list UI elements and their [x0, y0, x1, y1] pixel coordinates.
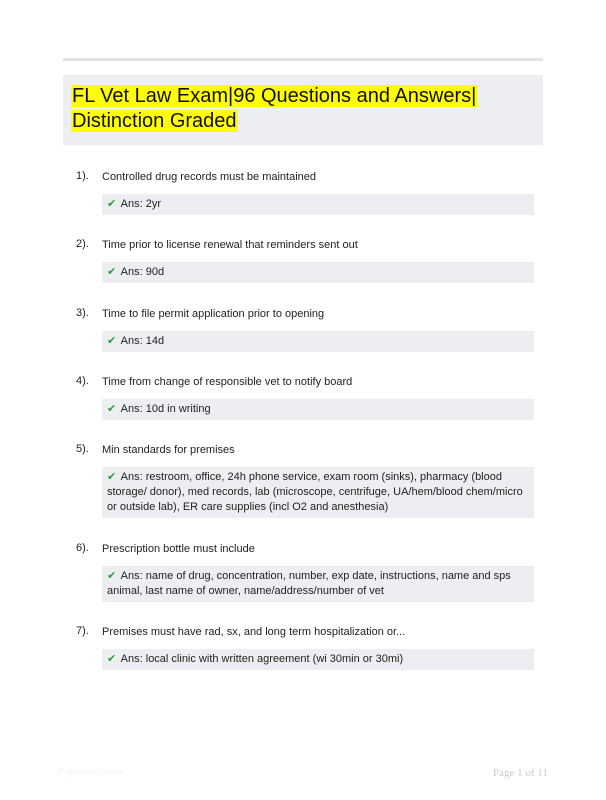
answer-box: [102, 331, 534, 352]
question-number: 6).: [76, 542, 89, 554]
question-number: 4).: [76, 375, 89, 387]
answer-prefix: Ans:: [120, 471, 143, 483]
answer-prefix: Ans:: [120, 570, 143, 582]
question-number: 2).: [76, 238, 89, 250]
question-number: 1).: [76, 170, 89, 182]
answer-text: 10d in writing: [145, 403, 211, 415]
answer-prefix: Ans:: [120, 335, 143, 347]
question-text: Controlled drug records must be maintained: [102, 171, 317, 183]
answer-text: restroom, office, 24h phone service, exam room (sinks), pharmacy (blood storage/ donor), med records, lab (microscope, centrifuge, UA/hem/blood chem/micro or outside lab), ER care supplies (incl O2 and anesthesia): [107, 471, 523, 513]
answer-text: 90d: [145, 266, 165, 278]
check-icon: ✔: [107, 471, 117, 483]
answer-text: local clinic with written agreement (wi 30min or 30mi): [145, 653, 404, 665]
answer-box: [102, 194, 534, 215]
answer-box: [102, 262, 534, 283]
check-icon: ✔: [107, 570, 117, 582]
answer-box: [102, 399, 534, 420]
answer-box: [102, 649, 534, 670]
question-text: Time prior to license renewal that reminders sent out: [102, 239, 358, 251]
page-number: Page 1 of 11: [493, 767, 548, 779]
question-number: 7).: [76, 625, 89, 637]
answer-prefix: Ans:: [120, 653, 143, 665]
question-text: Min standards for premises: [102, 444, 235, 456]
answer-text: 14d: [145, 335, 165, 347]
answer-text: name of drug, concentration, number, exp date, instructions, name and sps animal, last name of owner, name/address/number of vet: [107, 570, 511, 597]
answer-text: 2yr: [145, 198, 162, 210]
check-icon: ✔: [107, 653, 117, 665]
title-banner: [63, 75, 543, 145]
watermark-text: Paperlibic.com: [58, 767, 124, 778]
answer-prefix: Ans:: [120, 403, 143, 415]
question-text: Time from change of responsible vet to notify board: [102, 376, 353, 388]
answer-box: [102, 566, 534, 602]
top-divider: [63, 58, 543, 61]
document-title: FL Vet Law Exam|96 Questions and Answers| Distinction Graded: [72, 85, 477, 132]
question-text: Prescription bottle must include: [102, 543, 255, 555]
answer-prefix: Ans:: [120, 266, 143, 278]
question-number: 5).: [76, 443, 89, 455]
question-text: Premises must have rad, sx, and long term hospitalization or...: [102, 626, 406, 638]
check-icon: ✔: [107, 266, 117, 278]
check-icon: ✔: [107, 198, 117, 210]
answer-prefix: Ans:: [120, 198, 143, 210]
question-number: 3).: [76, 307, 89, 319]
check-icon: ✔: [107, 335, 117, 347]
answer-box: [102, 467, 534, 518]
question-text: Time to file permit application prior to opening: [102, 308, 325, 320]
check-icon: ✔: [107, 403, 117, 415]
